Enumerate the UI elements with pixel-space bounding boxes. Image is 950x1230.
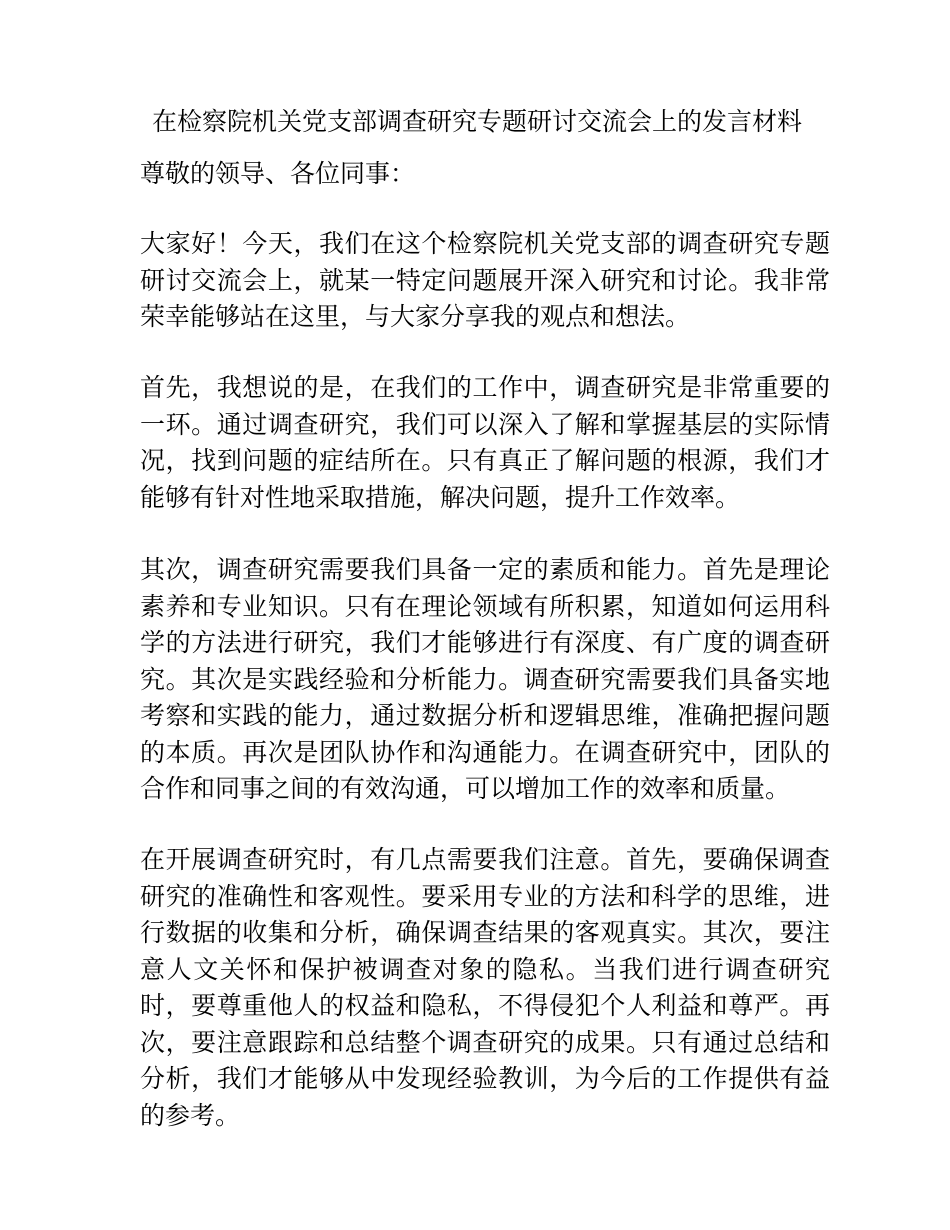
salutation: 尊敬的领导、各位同事： (140, 159, 416, 188)
document-title: 在检察院机关党支部调查研究专题研讨交流会上的发言材料 (152, 107, 803, 136)
paragraph-4: 在开展调查研究时，有几点需要我们注意。首先，要确保调查研究的准确性和客观性。要采用专业的方法和科学的思维，进行数据的收集和分析，确保调查结果的客观真实。其次，要注意人文关怀和保护被调查对象的隐私。当我们进行调查研究时，要尊重他人的权益和隐私，不得侵犯个人利益和尊严。再次，要注意跟踪和总结整个调查研究的成果。只有通过总结和分析，我们才能够从中发现经验教训，为今后的工作提供有益的参考。 (140, 845, 830, 1130)
paragraph-2: 首先，我想说的是，在我们的工作中，调查研究是非常重要的一环。通过调查研究，我们可以深入了解和掌握基层的实际情况，找到问题的症结所在。只有真正了解问题的根源，我们才能够有针对性地采取措施，解决问题，提升工作效率。 (140, 373, 830, 512)
paragraph-1: 大家好！今天，我们在这个检察院机关党支部的调查研究专题研讨交流会上，就某一特定问题展开深入研究和讨论。我非常荣幸能够站在这里，与大家分享我的观点和想法。 (140, 229, 830, 331)
paragraph-3: 其次，调查研究需要我们具备一定的素质和能力。首先是理论素养和专业知识。只有在理论领域有所积累，知道如何运用科学的方法进行研究，我们才能够进行有深度、有广度的调查研究。其次是实践经验和分析能力。调查研究需要我们具备实地考察和实践的能力，通过数据分析和逻辑思维，准确把握问题的本质。再次是团队协作和沟通能力。在调查研究中，团队的合作和同事之间的有效沟通，可以增加工作的效率和质量。 (140, 555, 830, 803)
